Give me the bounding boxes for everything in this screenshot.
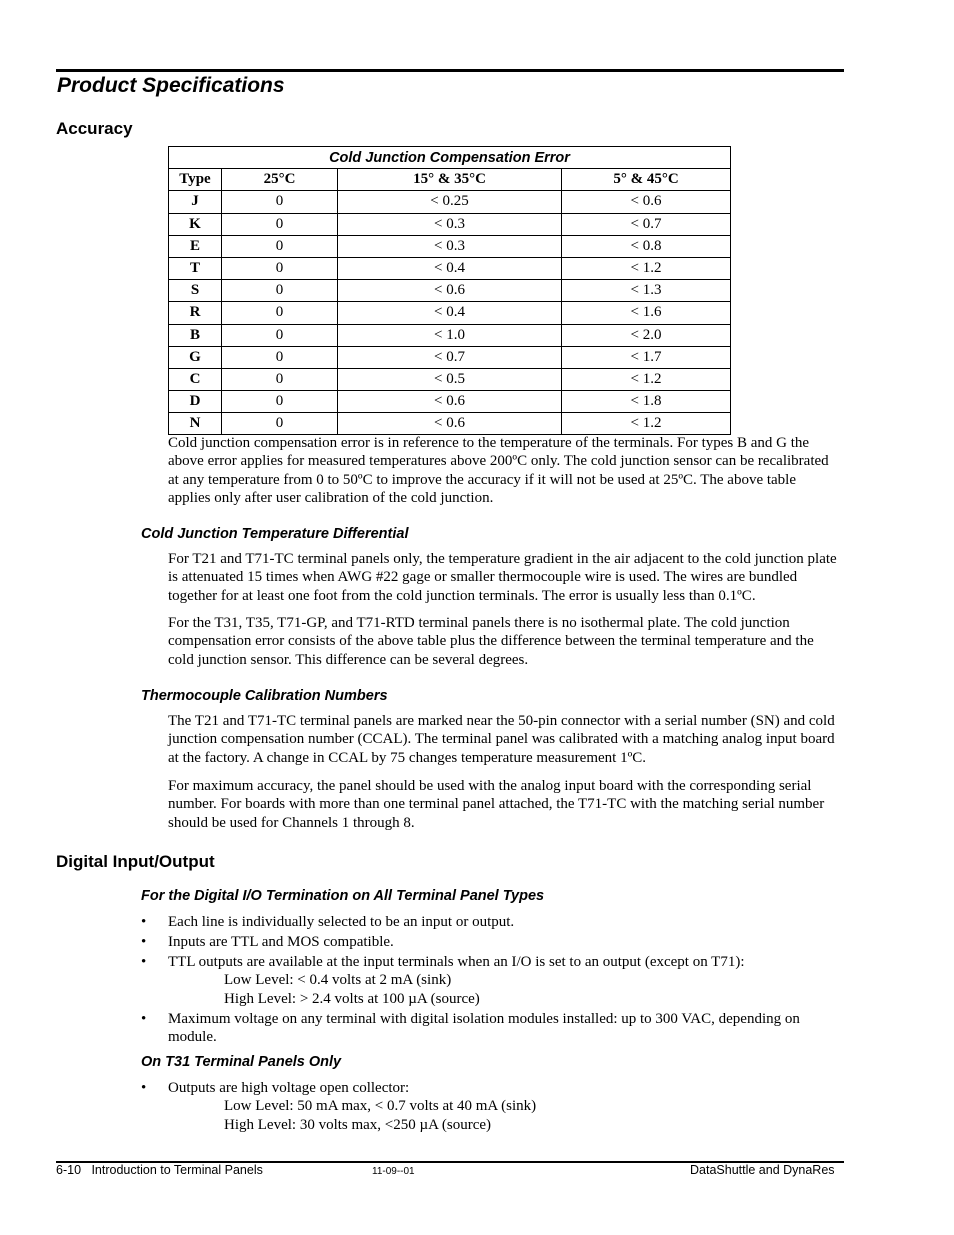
list-item-text: Maximum voltage on any terminal with digital isolation modules installed: up to 300 VAC, depending on module. (168, 1010, 800, 1045)
low-level-spec: Low Level: < 0.4 volts at 2 mA (sink) (224, 972, 452, 989)
header-type: Type (169, 169, 222, 191)
header-25c: 25°C (222, 169, 338, 191)
table-row (169, 257, 731, 279)
cell-value: < 0.6 (562, 191, 731, 213)
cell-type: R (169, 302, 222, 324)
cell-value: < 0.6 (338, 391, 562, 413)
table-row (169, 368, 731, 390)
cell-type: N (169, 413, 222, 435)
cell-value: 0 (222, 368, 338, 390)
cell-value: 0 (222, 191, 338, 213)
cell-value: < 0.8 (562, 235, 731, 257)
list-item-text: Outputs are high voltage open collector: (168, 1080, 410, 1096)
cell-value: < 1.3 (562, 280, 731, 302)
list-item (140, 1010, 840, 1047)
cell-value: 0 (222, 257, 338, 279)
cell-value: 0 (222, 324, 338, 346)
footer-left (56, 1163, 263, 1177)
dio-bullet-list (140, 913, 840, 1048)
table-row (169, 413, 731, 435)
cell-value: < 0.4 (338, 302, 562, 324)
cjtd-paragraph-2: For the T31, T35, T71-GP, and T71-RTD terminal panels there is no isothermal plate. The cold junction compensation error consists of the above table plus the difference between the terminal temperature and the cold junction sensor. This difference can be several degrees. (168, 615, 814, 668)
accuracy-heading: Accuracy (56, 119, 133, 138)
cell-type: C (169, 368, 222, 390)
list-item (140, 953, 840, 1008)
table-row (169, 191, 731, 213)
cell-value: < 0.6 (338, 413, 562, 435)
cell-value: < 0.4 (338, 257, 562, 279)
header-15-35c: 15° & 35°C (338, 169, 562, 191)
cjtd-paragraph-1: For T21 and T71-TC terminal panels only, the temperature gradient in the air adjacent to the cold junction plate is attenuated 15 times when AWG #22 gage or smaller thermocouple wire is used. The wires are bundled together for at least one foot from the cold junction terminals. The error is usually less than 0.1ºC. (168, 551, 837, 604)
table-row (169, 391, 731, 413)
tcn-paragraph-1: The T21 and T71-TC terminal panels are marked near the 50-pin connector with a serial number (SN) and cold junction compensation number (CCAL). The terminal panel was calibrated with a matching analog input board at the factory. A change in CCAL by 75 changes temperature measurement 1ºC. (168, 713, 835, 766)
tcn-paragraph-2: For maximum accuracy, the panel should be used with the analog input board with the corresponding serial number. For boards with more than one terminal panel attached, the T71-TC with the matching serial number should be used for Channels 1 through 8. (168, 778, 825, 831)
bullet-icon: • (141, 933, 147, 950)
high-level-spec: High Level: > 2.4 volts at 100 µA (source) (224, 990, 480, 1007)
cell-type: T (169, 257, 222, 279)
cell-value: < 1.0 (338, 324, 562, 346)
tcn-heading: Thermocouple Calibration Numbers (141, 688, 388, 704)
cell-value: 0 (222, 413, 338, 435)
cell-value: 0 (222, 346, 338, 368)
table-caption: Cold Junction Compensation Error (169, 147, 731, 169)
table-row (169, 324, 731, 346)
footer-date: 11-09--01 (372, 1166, 415, 1177)
t31-bullet-list (140, 1079, 840, 1136)
cell-value: 0 (222, 280, 338, 302)
top-rule (56, 69, 844, 72)
cell-type: S (169, 280, 222, 302)
cell-type: D (169, 391, 222, 413)
cell-value: < 0.3 (338, 235, 562, 257)
cjc-error-table (168, 146, 731, 435)
cell-value: < 2.0 (562, 324, 731, 346)
bullet-icon: • (141, 1080, 147, 1096)
accuracy-note: Cold junction compensation error is in reference to the temperature of the terminals. For types B and G the above error applies for measured temperatures above 200ºC only. The cold junction sensor can be recalibrated at any temperature from 0 to 50ºC to improve the accuracy if it will not be used at 25ºC. The above table applies only after user calibration of the cold junction. (168, 435, 829, 507)
table-row (169, 213, 731, 235)
table-row (169, 235, 731, 257)
cell-value: < 1.6 (562, 302, 731, 324)
cell-value: < 1.7 (562, 346, 731, 368)
chapter-title: Introduction to Terminal Panels (91, 1163, 263, 1177)
cell-value: < 1.8 (562, 391, 731, 413)
cell-value: 0 (222, 235, 338, 257)
cell-type: K (169, 213, 222, 235)
bullet-icon: • (141, 953, 147, 970)
cell-type: J (169, 191, 222, 213)
cell-type: B (169, 324, 222, 346)
table-row (169, 302, 731, 324)
page-number: 6-10 (56, 1163, 82, 1177)
page-title: Product Specifications (57, 74, 285, 97)
list-item (140, 933, 840, 951)
bullet-icon: • (141, 914, 147, 930)
cell-value: < 1.2 (562, 257, 731, 279)
table-row (169, 280, 731, 302)
footer-product: DataShuttle and DynaRes (690, 1163, 835, 1177)
cell-value: 0 (222, 391, 338, 413)
cell-type: E (169, 235, 222, 257)
cjtd-heading: Cold Junction Temperature Differential (141, 526, 409, 542)
high-level-spec: High Level: 30 volts max, <250 µA (source) (224, 1116, 492, 1133)
table-header-row (169, 169, 731, 191)
cell-value: 0 (222, 302, 338, 324)
cell-value: < 1.2 (562, 413, 731, 435)
cell-type: G (169, 346, 222, 368)
list-item-text: Inputs are TTL and MOS compatible. (168, 933, 394, 950)
cell-value: < 1.2 (562, 368, 731, 390)
bullet-icon: • (141, 1010, 147, 1027)
cell-value: < 0.7 (562, 213, 731, 235)
cell-value: < 0.3 (338, 213, 562, 235)
list-item (140, 913, 840, 931)
list-item (140, 1079, 840, 1134)
cell-value: < 0.7 (338, 346, 562, 368)
cell-value: 0 (222, 213, 338, 235)
dio-heading: Digital Input/Output (56, 852, 215, 871)
list-item-text: TTL outputs are available at the input terminals when an I/O is set to an output (except on T71): (168, 953, 745, 970)
header-5-45c: 5° & 45°C (562, 169, 731, 191)
dio-subheading-all-panels: For the Digital I/O Termination on All Terminal Panel Types (141, 888, 545, 904)
table-caption-row (169, 147, 731, 169)
cell-value: < 0.5 (338, 368, 562, 390)
cell-value: < 0.25 (338, 191, 562, 213)
dio-subheading-t31: On T31 Terminal Panels Only (141, 1054, 342, 1070)
table-row (169, 346, 731, 368)
cell-value: < 0.6 (338, 280, 562, 302)
list-item-text: Each line is individually selected to be an input or output. (168, 914, 515, 930)
low-level-spec: Low Level: 50 mA max, < 0.7 volts at 40 mA (sink) (224, 1098, 537, 1115)
